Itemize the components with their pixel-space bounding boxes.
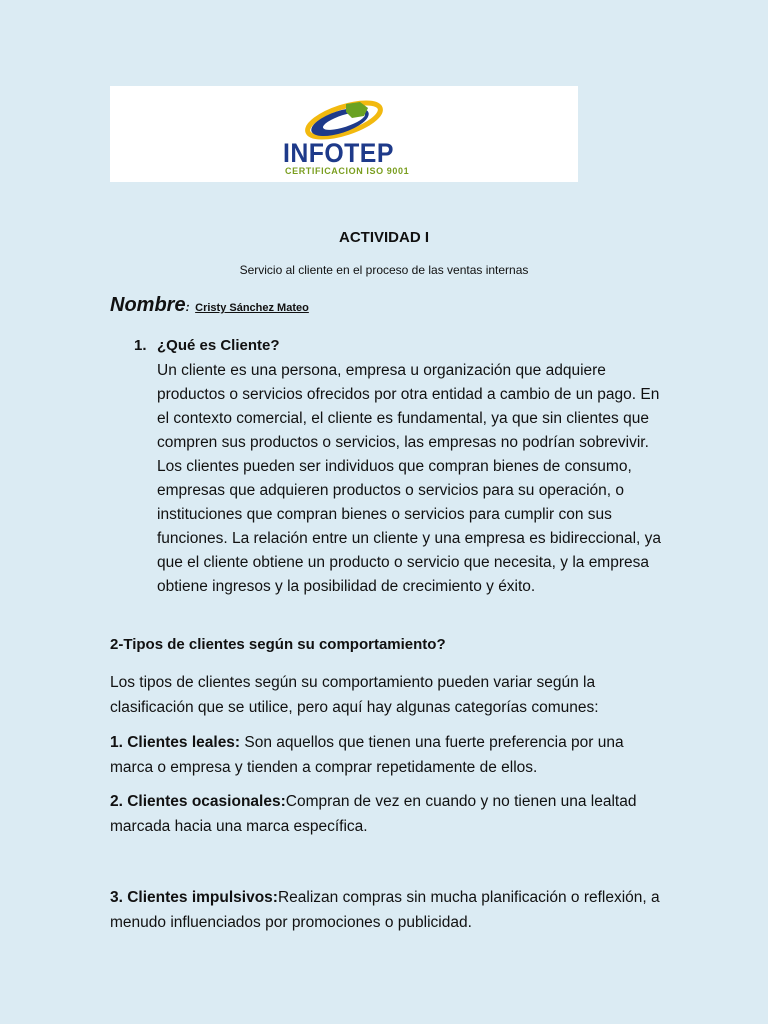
infotep-logo (110, 86, 578, 182)
client-type-text: Son aquellos que tienen una fuerte preferencia por una marca o empresa y tienden a comprar repetidamente de ellos. (110, 734, 624, 776)
client-type-text: Realizan compras sin mucha planificación o reflexión, a menudo influenciados por promociones o publicidad. (110, 889, 660, 931)
client-type-item (110, 731, 670, 780)
page-title: ACTIVIDAD I (339, 229, 429, 246)
logo-wordmark: INFOTEP (283, 138, 394, 168)
client-type-label: 1. Clientes leales: (110, 734, 241, 751)
client-type-text: Compran de vez en cuando y no tienen una lealtad marcada hacia una marca específica. (110, 793, 637, 835)
client-type-label: 3. Clientes impulsivos: (110, 889, 278, 906)
logo-tagline: CERTIFICACION ISO 9001 (285, 166, 410, 176)
name-label: Nombre (110, 294, 186, 316)
question-1-title: ¿Qué es Cliente? (157, 337, 280, 354)
client-type-item (110, 886, 670, 935)
name-colon: : (185, 300, 190, 314)
question-2-title: 2-Tipos de clientes según su comportamiento? (110, 636, 446, 653)
name-value: Cristy Sánchez Mateo (195, 302, 309, 314)
client-type-item (110, 790, 670, 839)
question-2-intro: Los tipos de clientes según su comportamiento pueden variar según la clasificación que se utilice, pero aquí hay algunas categorías comunes: (110, 674, 599, 716)
name-field (110, 294, 309, 316)
question-1-answer: Un cliente es una persona, empresa u organización que adquiere productos o servicios ofrecidos por otra entidad a cambio de un pago. En el contexto comercial, el cliente es fundamental, ya que sin clientes que compren sus productos o servicios, las empresas no podrían sobrevivir. Los clientes pueden ser individuos que compran bienes de consumo, empresas que adquieren productos o servicios para su operación, o instituciones que compran bienes o servicios para cumplir con sus funciones. La relación entre un cliente y una empresa es bidireccional, ya que el cliente obtiene un producto o servicio que necesita, y la empresa obtiene ingresos y la posibilidad de crecimiento y éxito. (157, 362, 662, 595)
infotep-emblem-icon (300, 94, 390, 142)
client-type-label: 2. Clientes ocasionales: (110, 793, 286, 810)
question-1-number: 1. (134, 337, 147, 354)
page-subtitle: Servicio al cliente en el proceso de las ventas internas (239, 263, 529, 277)
